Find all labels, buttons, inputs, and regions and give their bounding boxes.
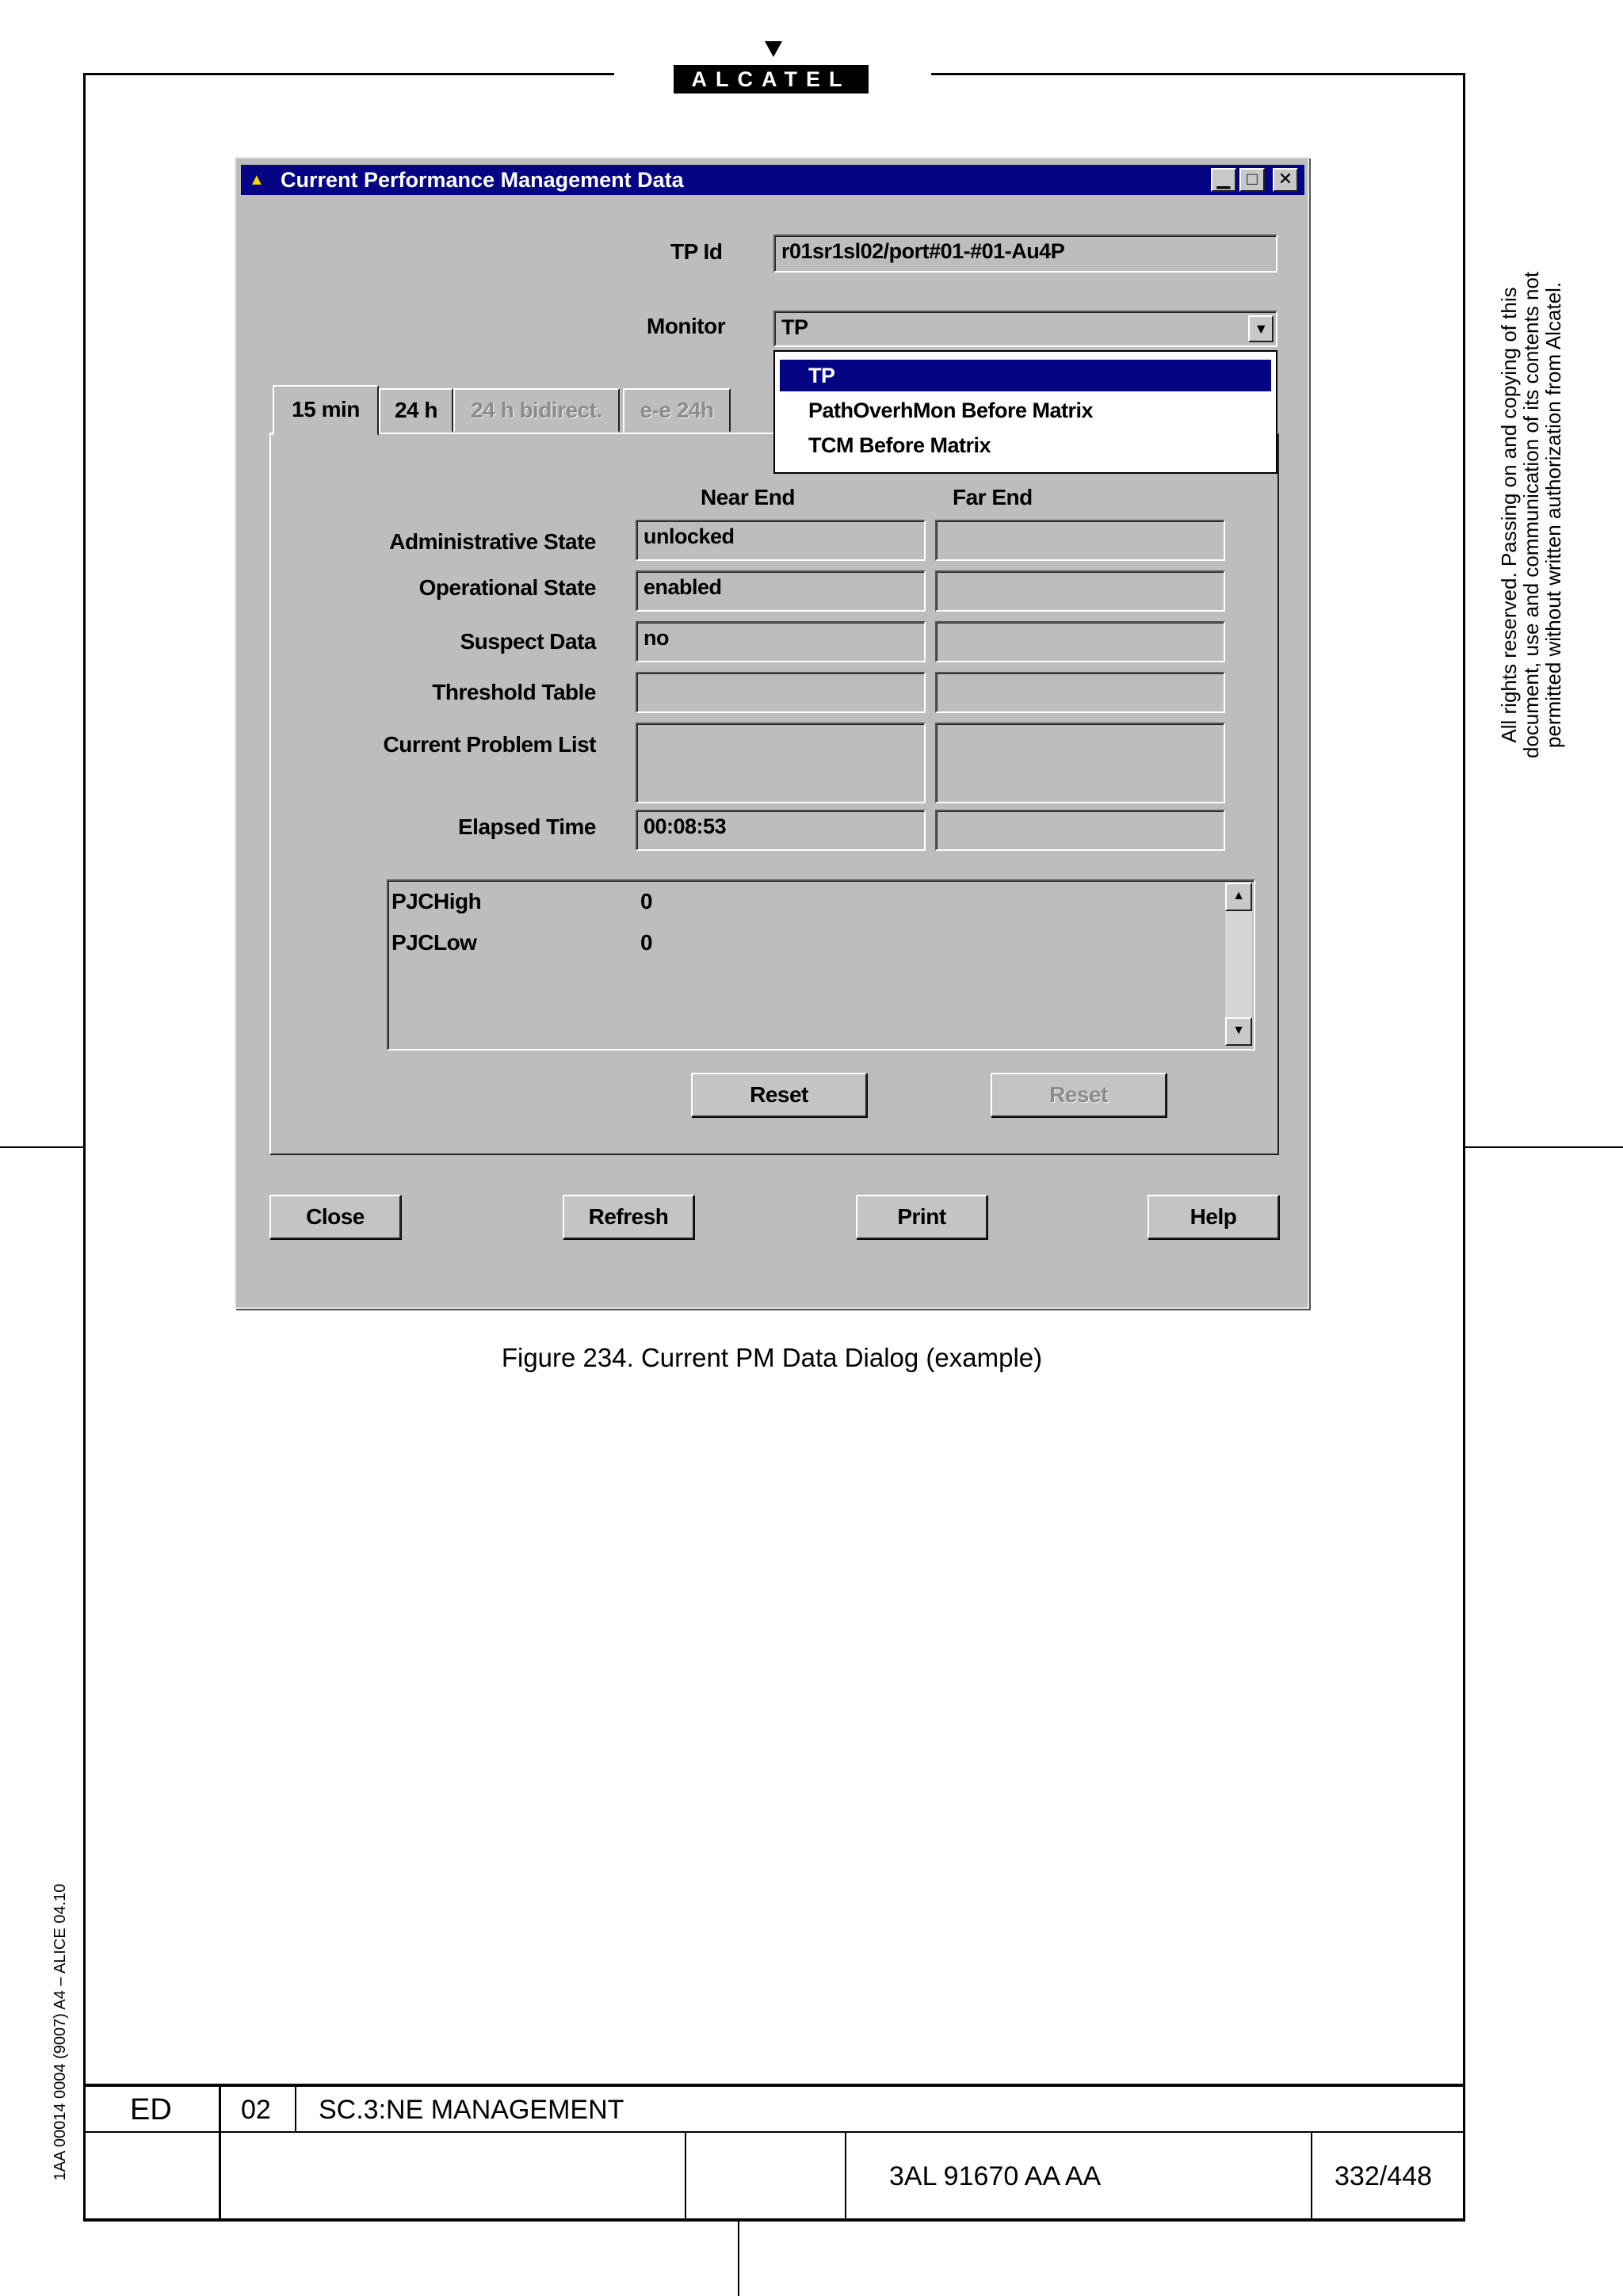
dialog-title: Current Performance Management Data <box>281 168 684 192</box>
counter-value: 0 <box>640 930 653 955</box>
app-icon: ▲ <box>249 171 265 189</box>
footer-page-number: 332/448 <box>1335 2161 1432 2191</box>
maximize-button[interactable] <box>1239 168 1265 192</box>
help-button[interactable]: Help <box>1148 1195 1279 1239</box>
footer-divider <box>219 2084 221 2222</box>
scroll-up-icon[interactable]: ▲ <box>1225 883 1252 911</box>
frame-top-left <box>83 73 614 75</box>
elapsed-time-label: Elapsed Time <box>457 814 596 839</box>
monitor-dropdown-list <box>773 350 1277 474</box>
footer-divider <box>845 2131 846 2222</box>
minimize-button[interactable] <box>1211 168 1236 192</box>
counter-name: PJCLow <box>391 930 477 955</box>
monitor-selected-value: TP <box>781 315 808 339</box>
logo-triangle-icon <box>765 41 782 57</box>
footer-divider <box>295 2084 296 2133</box>
close-window-button[interactable] <box>1273 168 1298 192</box>
current-problem-list-far-field[interactable] <box>935 723 1225 803</box>
tp-id-field[interactable]: r01sr1sl02/port#01-#01-Au4P <box>773 235 1277 273</box>
suspect-data-near-field[interactable]: no <box>636 621 926 662</box>
document-code: 1AA 00014 0004 (9007) A4 – ALICE 04.10 <box>52 1883 69 2181</box>
elapsed-time-far-field[interactable] <box>935 810 1225 851</box>
footer-ed-label: ED <box>130 2093 172 2126</box>
frame-top-right <box>931 73 1465 75</box>
figure-caption: Figure 234. Current PM Data Dialog (example) <box>501 1343 1043 1372</box>
dropdown-arrow-icon[interactable]: ▼ <box>1248 315 1274 342</box>
margin-mark-left <box>0 1146 83 1148</box>
copyright-notice: All rights reserved. Passing on and copying of this document, use and communication of its contents not permitted without written authorization from Alcatel. <box>1497 271 1565 759</box>
counter-name: PJCHigh <box>391 889 482 913</box>
close-icon: ✕ <box>1277 169 1293 189</box>
footer-section: SC.3:NE MANAGEMENT <box>319 2095 624 2125</box>
reset-near-end-button[interactable]: Reset <box>691 1073 867 1117</box>
far-end-header: Far End <box>953 485 1033 509</box>
minimize-icon: ▁ <box>1216 169 1231 189</box>
monitor-label: Monitor <box>647 314 726 338</box>
elapsed-time-near-field[interactable]: 00:08:53 <box>636 810 926 851</box>
counter-value: 0 <box>640 889 653 913</box>
threshold-table-near-field[interactable] <box>636 672 926 713</box>
logo-text: ALCATEL <box>691 67 851 91</box>
administrative-state-far-field[interactable] <box>935 520 1225 561</box>
monitor-select[interactable] <box>773 311 1277 347</box>
administrative-state-label: Administrative State <box>389 529 596 554</box>
monitor-option-tcm[interactable]: TCM Before Matrix <box>808 433 991 457</box>
tab-15-min[interactable]: 15 min <box>273 385 379 436</box>
operational-state-near-field[interactable]: enabled <box>636 570 926 612</box>
tab-24-h-bidirect[interactable]: 24 h bidirect. <box>453 388 620 433</box>
tp-id-label: TP Id <box>670 239 723 264</box>
current-problem-list-near-field[interactable] <box>636 723 926 803</box>
monitor-option-pathoverhmon[interactable]: PathOverhMon Before Matrix <box>808 399 1094 422</box>
suspect-data-far-field[interactable] <box>935 621 1225 662</box>
counter-list[interactable] <box>387 879 1255 1051</box>
scroll-down-icon[interactable]: ▼ <box>1225 1017 1252 1046</box>
print-button[interactable]: Print <box>856 1195 987 1239</box>
close-button[interactable]: Close <box>269 1195 401 1239</box>
footer-middle-border <box>83 2131 1465 2133</box>
near-end-header: Near End <box>701 485 795 509</box>
footer-bottom-border <box>83 2218 1465 2222</box>
monitor-option-tp[interactable]: TP <box>780 360 1271 391</box>
margin-mark-right <box>1465 1146 1623 1148</box>
tab-e-e-24h[interactable]: e-e 24h <box>623 388 731 433</box>
footer-doc-number: 3AL 91670 AA AA <box>889 2161 1102 2191</box>
dialog-titlebar[interactable] <box>241 165 1304 195</box>
operational-state-label: Operational State <box>418 575 596 600</box>
footer-top-border <box>83 2084 1465 2087</box>
suspect-data-label: Suspect Data <box>460 629 596 654</box>
footer-ed-value: 02 <box>241 2095 271 2125</box>
refresh-button[interactable]: Refresh <box>563 1195 694 1239</box>
threshold-table-far-field[interactable] <box>935 672 1225 713</box>
frame-left <box>83 74 86 2222</box>
footer-divider <box>685 2131 686 2222</box>
tab-24-h[interactable]: 24 h <box>379 388 453 433</box>
operational-state-far-field[interactable] <box>935 570 1225 612</box>
maximize-icon: □ <box>1247 169 1258 189</box>
alcatel-logo <box>674 65 869 93</box>
reset-far-end-button[interactable]: Reset <box>991 1073 1167 1117</box>
footer-divider <box>1311 2131 1312 2222</box>
footer-stem <box>738 2222 739 2296</box>
current-problem-list-label: Current Problem List <box>383 732 596 757</box>
threshold-table-label: Threshold Table <box>432 680 596 704</box>
vertical-scrollbar[interactable] <box>1225 883 1252 1046</box>
administrative-state-near-field[interactable]: unlocked <box>636 520 926 561</box>
